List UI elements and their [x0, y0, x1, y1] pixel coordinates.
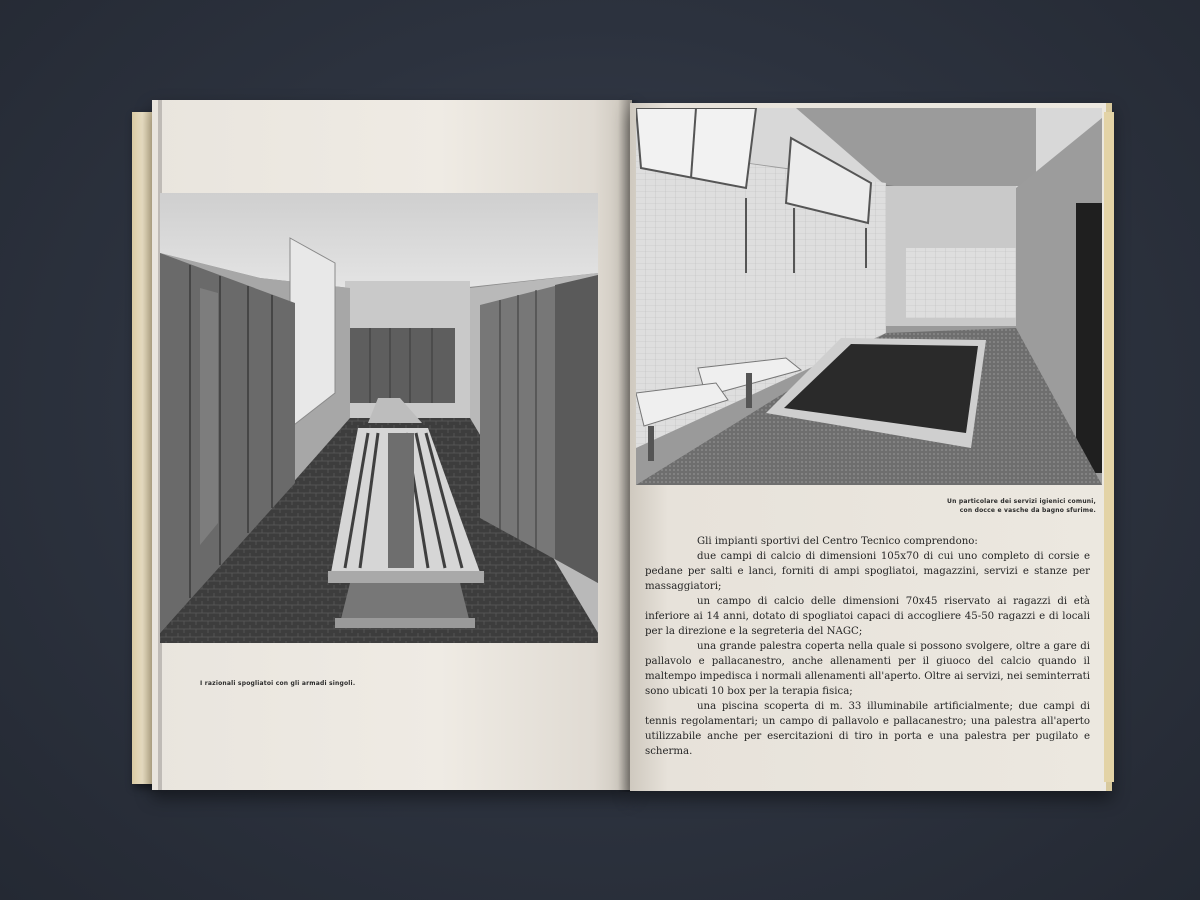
bathroom-photo [636, 108, 1102, 485]
facility-item: una piscina scoperta di m. 33 illuminabile artificialmente; due campi di tennis regolamentari; un campo di pallavolo e pallacanestro; una palestra all'aperto utilizzabile anche per esercitazioni di tiro in porta e una palestra per pugilato e scherma. [645, 701, 1090, 757]
bathroom-illustration [636, 108, 1102, 485]
article-intro: Gli impianti sportivi del Centro Tecnico comprendono: [697, 536, 978, 547]
locker-room-photo [160, 193, 598, 643]
facility-item: un campo di calcio delle dimensioni 70x45 riservato ai ragazzi di età inferiore ai 14 anni, dotato di spogliatoi capaci di accogliere 45-50 ragazzi e di locali per la direzione e la segreteria del NAGC; [645, 596, 1090, 637]
right-photo-caption [900, 497, 1096, 515]
facility-item: due campi di calcio di dimensioni 105x70 di cui uno completo di corsie e pedane per salti e lanci, forniti di ampi spogliatoi, magazzini, servizi e stanze per massaggiatori; [645, 551, 1090, 592]
left-photo-caption: I razionali spogliatoi con gli armadi singoli. [200, 680, 356, 687]
locker-room-illustration [160, 193, 598, 643]
page-edge-tape [1104, 112, 1114, 782]
right-caption-line-1: Un particolare dei servizi igienici comuni, [947, 498, 1096, 505]
facility-item: una grande palestra coperta nella quale si possono svolgere, oltre a gare di pallavolo e pallacanestro, anche allenamenti per il giuoco del calcio quando il maltempo impedisca i normali allenamenti all'aperto. Oltre ai servizi, nei seminterrati sono ubicati 10 box per la terapia fisica; [645, 641, 1090, 697]
article-body [645, 534, 1090, 759]
right-caption-line-2: con docce e vasche da bagno sfurime. [959, 507, 1096, 514]
